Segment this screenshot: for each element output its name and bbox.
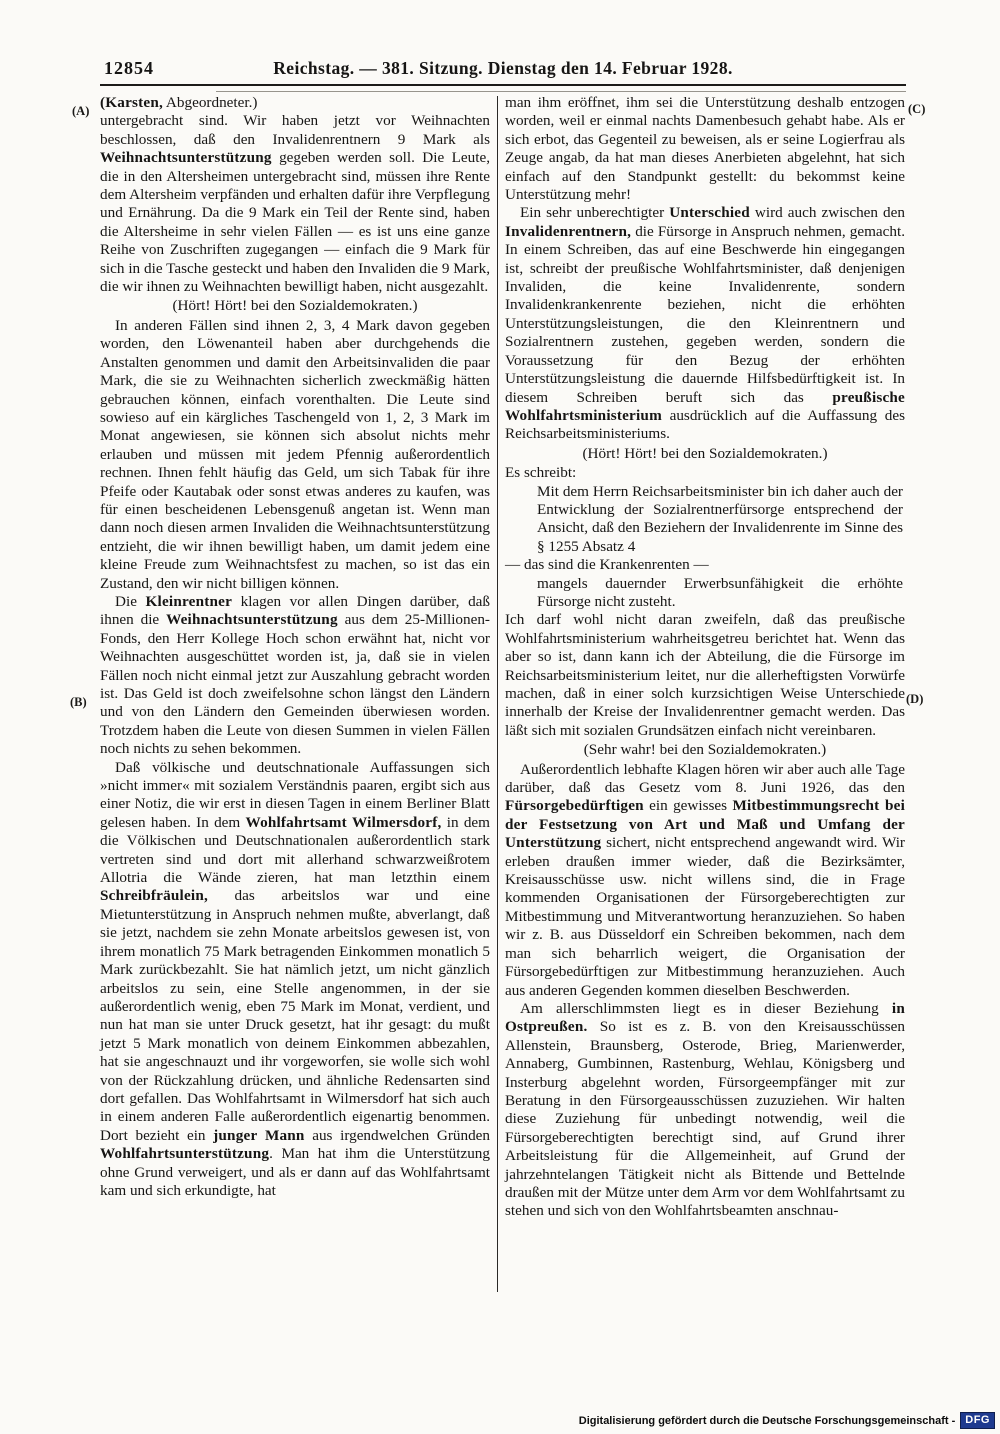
header-rule xyxy=(100,84,906,86)
margin-marker-a: (A) xyxy=(72,104,90,118)
paragraph: (Sehr wahr! bei den Sozialdemokraten.) xyxy=(583,741,827,759)
page-number: 12854 xyxy=(104,58,154,78)
paragraph: — das sind die Krankenrenten — xyxy=(505,556,709,574)
column-divider xyxy=(497,96,498,1292)
paragraph: Am allerschlimmsten liegt es in dieser Beziehung in Ostpreußen. So ist es z. B. von den Kreisausschüssen Allenstein, Braunsberg, Osterode, Brieg, Marienwerder, Annaberg, Gumbinnen, Rastenburg, Wehlau, Königsberg und Insterburg abgelehnt worden, Fürsorgeempfänger mit zur Beratung in den Fürsorgeausschüssen zuzuziehen. Wir halten diese Zuziehung für unbedingt notwendig, weil die Fürsorgeberechtigten berechtigt sind, auf Grund ihrer Arbeitsleistung für die Allgemeinheit, auf Grund der jahrzehntelangen Tätigkeit nicht als Bittende und Bettelnde draußen mit der Mütze unter dem Arm vor dem Wohlfahrtsamt zu stehen und sich von den Wohlfahrtsbeamten anschnau- xyxy=(505,999,906,1220)
text-block xyxy=(100,94,906,1294)
footer xyxy=(579,1412,995,1429)
paragraph: Mit dem Herrn Reichsarbeitsminister bin ich daher auch der Entwicklung der Sozialrentnerfürsorge entsprechend der Ansicht, daß den Beziehern der Invalidenrente im Sinne des § 1255 Absatz 4 xyxy=(537,482,903,555)
paragraph: (Hört! Hört! bei den Sozialdemokraten.) xyxy=(172,297,418,315)
paragraph: man ihm eröffnet, ihm sei die Unterstützung deshalb entzogen worden, weil er einmal nachts Damenbesuch gehabt habe. Als er sich erbot, das Gegenteil zu beweisen, als er seine Logierfrau als Zeuge angab, da hat man dieses Anerbieten abgelehnt, hat sich einfach auf den Standpunkt gestellt: du bekommst keine Unterstützung mehr! xyxy=(505,94,905,204)
header-subrule xyxy=(216,91,906,92)
margin-marker-d: (D) xyxy=(906,692,924,706)
paragraph: mangels dauernder Erwerbsunfähigkeit die erhöhte Fürsorge nicht zusteht. xyxy=(537,574,903,610)
footer-credit-text: Digitalisierung gefördert durch die Deutsche Forschungsgemeinschaft - xyxy=(578,1414,956,1427)
paragraph: Die Kleinrentner klagen vor allen Dingen darüber, daß ihnen die Weihnachtsunterstützung aus dem 25-Millionen-Fonds, den Herr Kollege Hoch schon erwähnt hat, nicht vor Weihnachten ausgeschüttet worden ist, ja, daß sie in vielen Fällen noch nicht einmal jetzt zur Auszahlung gebracht worden ist. Das Geld ist doch zweifelsohne schon längst den Ländern und von den Ländern den Gemeinden überwiesen worden. Trotzdem haben die Leute von diesen Summen in vielen Fällen noch nichts zu sehen bekommen. xyxy=(100,592,490,758)
paragraph: Ein sehr unberechtigter Unterschied wird auch zwischen den Invalidenrentnern, die Fürsorge in Anspruch nehmen, gemacht. In einem Schreiben, das auf eine Beschwerde hin eingegangen ist, schreibt der preußische Wohlfahrtsminister, daß denjenigen Invaliden, die keine Invalidenrente, sondern Invalidenkrankenrente beziehen, nicht die erhöhten Unterstützungsleistungen, die den Kleinrentnern und Sozialrentnern zustehen, gegeben werden, sondern die Voraussetzung für den Bezug der erhöhten Unterstützungsleistung die dauernde Hilfsbedürftigkeit ist. In diesem Schreiben beruft sich das preußische Wohlfahrtsministerium ausdrücklich auf die Auffassung des Reichsarbeitsministeriums. xyxy=(505,204,905,443)
paragraph: untergebracht sind. Wir haben jetzt vor Weihnachten beschlossen, daß den Invalidenrentnern 9 Mark als Weihnachtsunterstützung gegeben werden soll. Die Leute, die in den Altersheimen untergebracht sind, müssen ihre Rente dem Altersheim verpfänden und erhalten dafür ihre Verpflegung und Ernährung. Da die 9 Mark ein Teil der Rente sind, haben die Altersheime in sehr vielen Fällen — es ist uns eine ganze Reihe von Zuschriften zugegangen — einfach die 9 Mark für sich in die Tasche gesteckt und haben den Invaliden die 9 Mark, die wir ihnen zu Weihnachten bewilligt haben, nicht ausgezahlt. xyxy=(100,112,490,296)
paragraph: (Karsten, Abgeordneter.) xyxy=(100,94,258,111)
paragraph: Es schreibt: xyxy=(505,464,577,482)
right-column xyxy=(505,94,905,1294)
page-title: Reichstag. — 381. Sitzung. Dienstag den 14. Februar 1928. xyxy=(273,58,733,78)
margin-marker-c: (C) xyxy=(908,102,926,116)
paragraph: In anderen Fällen sind ihnen 2, 3, 4 Mark davon gegeben worden, den Löwenanteil haben aber durchgehends die Anstalten genommen und damit den Arbeitsinvaliden die paar Mark, die sie zu Weihnachten sicherlich zweckmäßig hätten gebrauchen können, einfach vorenthalten. Die Leute sind sowieso auf ein kärgliches Taschengeld von 1, 2, 3 Mark im Monat angewiesen, sie können sich absolut nichts mehr erlauben und müssen mit jedem Pfennig außerordentlich rechnen. Ihnen fehlt häufig das Geld, um sich Tabak für ihre Pfeife oder Kautabak oder sonst etwas anderes zu kaufen, was für einen bescheidenen Lebensgenuß angetan ist. Wenn man dann noch diesen armen Invaliden die Weihnachtsunterstützung entzieht, die wir ihnen bewilligt haben, um damit jedem eine kleine Freude zum Weihnachtsfest zu machen, so ist das ein Zustand, den wir nicht billigen können. xyxy=(100,316,490,592)
paragraph: Ich darf wohl nicht daran zweifeln, daß das preußische Wohlfahrtsministerium wahrheitsgetreu berichtet hat. Wenn das aber so ist, dann kann ich der Abteilung, die die Fürsorge im Reichsarbeitsministerium leitet, nur die allerheftigsten Vorwürfe machen, daß in einer solch kurzsichtigen Weise Unterschiede innerhalb der Kreise der Invalidenrentner gemacht werden. Das läßt sich mit sozialen Grundsätzen einfach nicht vereinbaren. xyxy=(505,611,905,739)
paragraph: Außerordentlich lebhafte Klagen hören wir aber auch alle Tage darüber, daß das Gesetz vom 8. Juni 1926, das den Fürsorgebedürftigen ein gewisses Mitbestimmungsrecht bei der Festsetzung von Art und Maß und Umfang der Unterstützung sichert, nicht entsprechend angewandt wird. Wir erleben draußen immer wieder, daß die Bezirksämter, Kreisausschüsse usw. nicht willens sind, die in Frage kommenden Organisationen der Fürsorgeberechtigten zur Mitbestimmung und Mitverantwortung heranzuziehen. So haben wir z. B. aus Düsseldorf ein Schreiben bekommen, nach dem man sich beharrlich weigert, die Organisation der Fürsorgebedürftigen zur Mitbestimmung heranzuziehen. Auch aus anderen Gegenden kommen dieselben Beschwerden. xyxy=(505,760,905,999)
margin-marker-b: (B) xyxy=(70,695,87,709)
left-column xyxy=(100,94,490,1294)
dfg-logo: DFG xyxy=(960,1412,995,1429)
paragraph: (Hört! Hört! bei den Sozialdemokraten.) xyxy=(582,444,828,462)
paragraph: Daß völkische und deutschnationale Auffassungen sich »nicht immer« mit sozialem Verständnis paaren, ergibt sich aus einer Notiz, die wir erst in diesen Tagen in einem Berliner Blatt gelesen haben. In dem Wohlfahrtsamt Wilmersdorf, in dem die Völkischen und Deutschnationalen außerordentlich stark vertreten sind und dort mit allerhand schwarzweißrotem Allotria die Wände zieren, hat man letzthin einem Schreibfräulein, das arbeitslos war und eine Mietunterstützung in Anspruch nehmen mußte, abverlangt, daß sie jetzt, nachdem sie zehn Monate arbeitslos gewesen ist, von ihrem monatlich 75 Mark betragenden Einkommen monatlich 5 Mark zurückbezahlt. Sie hat nämlich jetzt, um nicht gänzlich arbeitslos zu sein, eine Stelle angenommen, in der sie außerordentlich wenig, eben 75 Mark im Monat, verdient, und nun hat man sie unter Druck gesetzt, hat ihr gesagt: du mußt jetzt 5 Mark monatlich von deinem Einkommen abbezahlen, hat sie angeschnauzt und ihr vorgeworfen, sie wolle sich wohl von der Rückzahlung drücken, und ähnliche Redensarten sind dort gefallen. Das Wohlfahrtsamt in Wilmersdorf hat sich auch in einem anderen Falle außerordentlich eigenartig benommen. Dort bezieht ein junger Mann aus irgendwelchen Gründen Wohlfahrtsunterstützung. Man hat ihm die Unterstützung ohne Grund verweigert, und als er dann auf das Wohlfahrtsamt kam und sich erkundigte, hat xyxy=(100,758,490,1199)
